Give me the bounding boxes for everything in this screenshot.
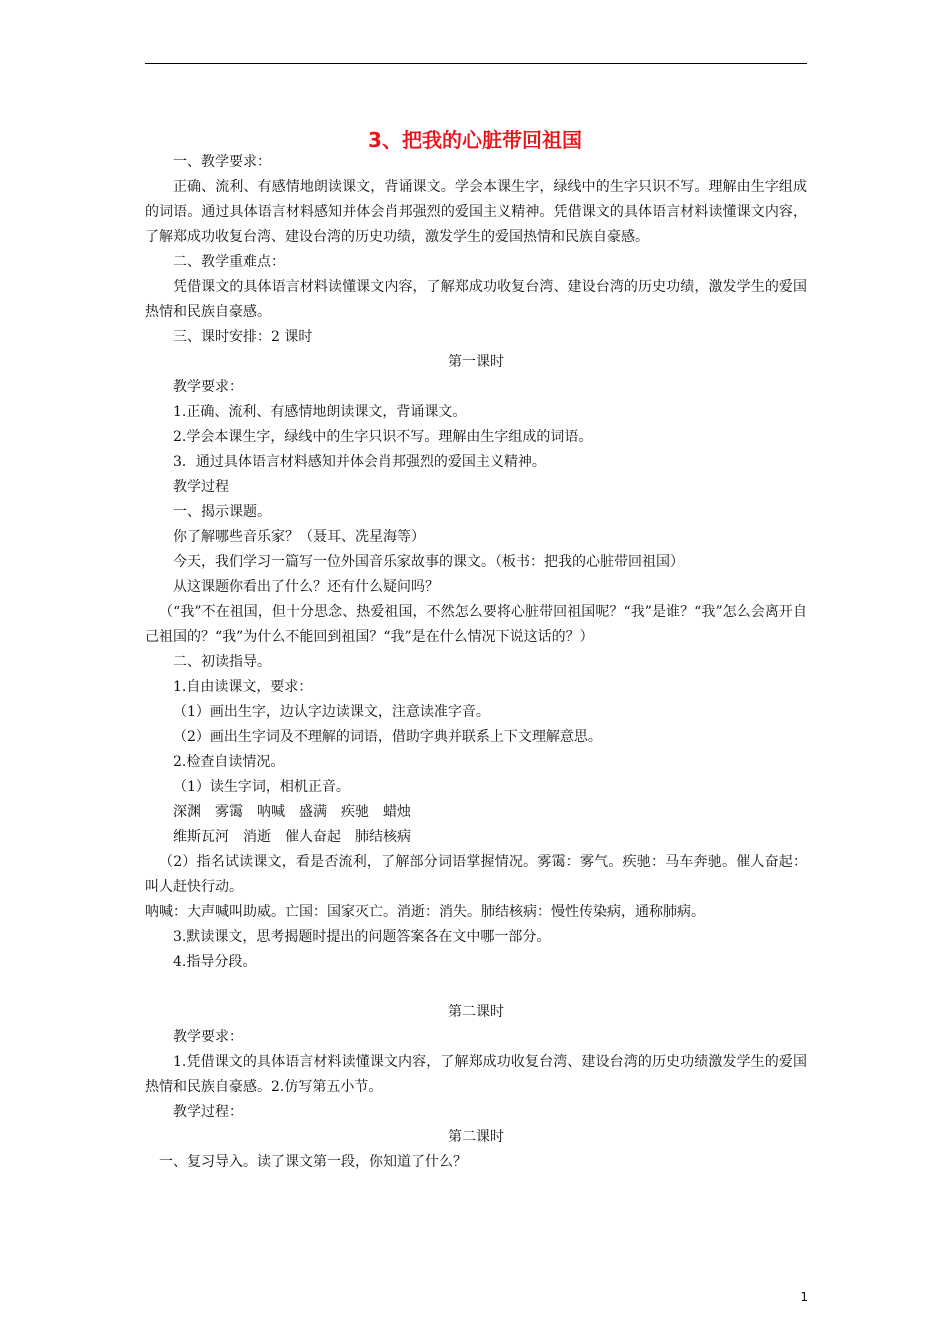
paragraph: 从这课题你看出了什么？还有什么疑问吗？ xyxy=(173,579,439,595)
list-item: 4.指导分段。 xyxy=(173,954,257,970)
word-list: 维斯瓦河 消逝 催人奋起 肺结核病 xyxy=(173,829,411,845)
subheading: 教学过程： xyxy=(173,1104,243,1120)
header-rule xyxy=(145,63,807,64)
paragraph: （2）指名试读课文，看是否流利，了解部分词语掌握情况。雾霭：雾气。疾驰：马车奔驰。催人奋起：叫人赶快行动。 xyxy=(145,854,807,895)
list-item: （1）画出生字，边认字边读课文，注意读准字音。 xyxy=(173,704,490,720)
lesson-heading: 第二课时 xyxy=(448,1129,504,1145)
paragraph: 今天，我们学习一篇写一位外国音乐家故事的课文。（板书：把我的心脏带回祖国） xyxy=(173,554,684,570)
list-item: （2）画出生字词及不理解的词语，借助字典并联系上下文理解意思。 xyxy=(173,729,602,745)
paragraph: 凭借课文的具体语言材料读懂课文内容，了解郑成功收复台湾、建设台湾的历史功绩，激发学生的爱国热情和民族自豪感。 xyxy=(145,279,807,320)
list-item: 1.正确、流利、有感情地朗读课文，背诵课文。 xyxy=(173,404,467,420)
paragraph: 呐喊：大声喊叫助威。亡国：国家灭亡。消逝：消失。肺结核病：慢性传染病，通称肺病。 xyxy=(145,904,705,920)
paragraph: 一、复习导入。读了课文第一段，你知道了什么？ xyxy=(159,1154,467,1170)
step-heading: 二、初读指导。 xyxy=(173,654,271,670)
paragraph: （“我”不在祖国，但十分思念、热爱祖国，不然怎么要将心脏带回祖国呢？“我”是谁？“我”怎么会离开自己祖国的？“我”为什么不能回到祖国？“我”是在什么情况下说这话的？） xyxy=(145,604,807,645)
list-item: （1）读生字词，相机正音。 xyxy=(173,779,350,795)
paragraph: 你了解哪些音乐家？（聂耳、冼星海等） xyxy=(173,529,425,545)
word-list: 深渊 雾霭 呐喊 盛满 疾驰 蜡烛 xyxy=(173,804,411,820)
step-heading: 一、揭示课题。 xyxy=(173,504,271,520)
section-heading: 一、教学要求： xyxy=(173,154,271,170)
list-item: 1.自由读课文，要求： xyxy=(173,679,313,695)
list-item: 3．通过具体语言材料感知并体会肖邦强烈的爱国主义精神。 xyxy=(173,454,546,470)
lesson-heading: 第一课时 xyxy=(448,354,504,370)
spacer xyxy=(145,975,807,1000)
section-heading: 二、教学重难点： xyxy=(173,254,285,270)
section-heading: 三、课时安排：2 课时 xyxy=(173,329,313,345)
list-item: 2.检查自读情况。 xyxy=(173,754,285,770)
lesson-heading: 第二课时 xyxy=(448,1004,504,1020)
document-title: 3、把我的心脏带回祖国 xyxy=(368,128,582,152)
document-body xyxy=(145,150,807,1175)
subheading: 教学要求： xyxy=(173,379,243,395)
page-number: 1 xyxy=(800,1290,808,1304)
subheading: 教学过程 xyxy=(173,479,229,495)
paragraph: 1.凭借课文的具体语言材料读懂课文内容，了解郑成功收复台湾、建设台湾的历史功绩激发学生的爱国热情和民族自豪感。2.仿写第五小节。 xyxy=(145,1054,807,1095)
list-item: 2.学会本课生字，绿线中的生字只识不写。理解由生字组成的词语。 xyxy=(173,429,593,445)
paragraph: 正确、流利、有感情地朗读课文，背诵课文。学会本课生字，绿线中的生字只识不写。理解由生字组成的词语。通过具体语言材料感知并体会肖邦强烈的爱国主义精神。凭借课文的具体语言材料读懂课文内容，了解郑成功收复台湾、建设台湾的历史功绩，激发学生的爱国热情和民族自豪感。 xyxy=(145,179,807,245)
list-item: 3.默读课文，思考揭题时提出的问题答案各在文中哪一部分。 xyxy=(173,929,551,945)
subheading: 教学要求： xyxy=(173,1029,243,1045)
